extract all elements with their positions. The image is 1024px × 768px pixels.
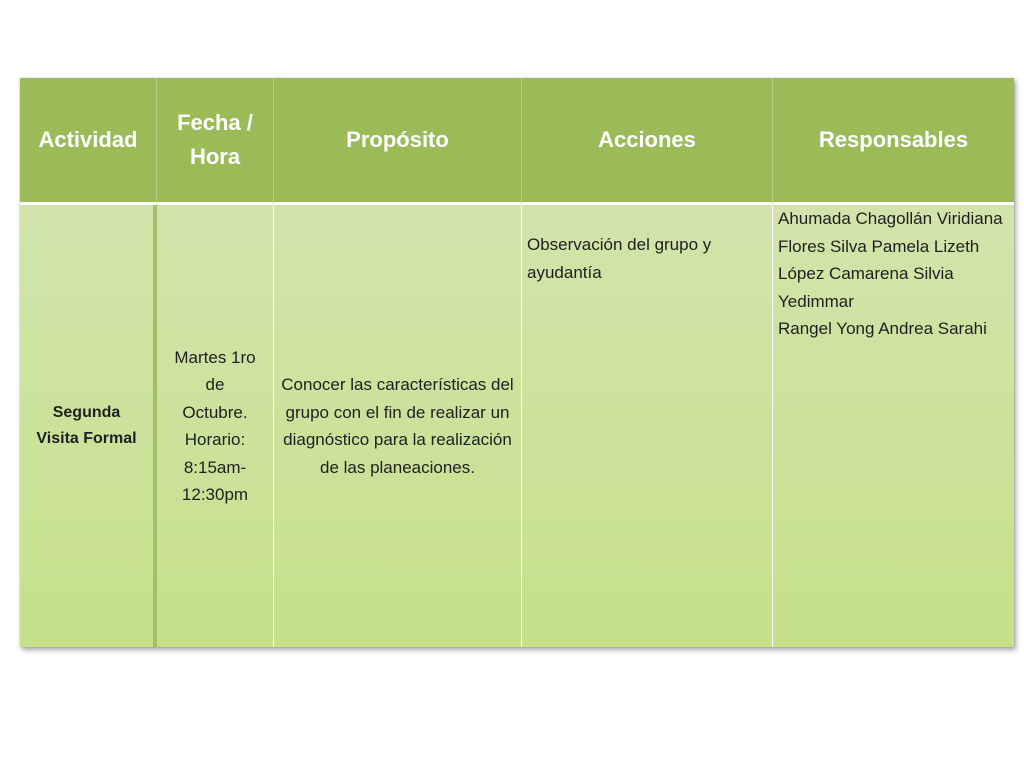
fecha-line: Horario: xyxy=(184,430,246,449)
actividad-line: Segunda xyxy=(52,404,121,421)
header-proposito: Propósito xyxy=(274,78,522,205)
table-row xyxy=(20,205,1014,647)
cell-proposito: Conocer las características del grupo con el fin de realizar un diagnóstico para la realización de las planeaciones. xyxy=(274,205,522,647)
cell-responsables xyxy=(773,205,1014,647)
actividad-line: Visita Formal xyxy=(36,430,137,447)
header-actividad: Actividad xyxy=(20,78,157,205)
header-acciones: Acciones xyxy=(522,78,773,205)
fecha-line: 12:30pm xyxy=(181,485,249,504)
cell-acciones: Observación del grupo y ayudantía xyxy=(522,205,773,647)
responsable-item: Rangel Yong Andrea Sarahi xyxy=(778,319,987,338)
cell-actividad xyxy=(20,205,157,647)
header-fecha-hora xyxy=(157,78,274,205)
fecha-line: Octubre. xyxy=(182,402,248,422)
fecha-line: de xyxy=(205,375,225,394)
cell-fecha-hora xyxy=(157,205,274,647)
fecha-line: 8:15am- xyxy=(183,457,247,477)
header-fecha-line: Fecha / xyxy=(177,110,253,135)
header-hora-line: Hora xyxy=(189,144,241,169)
responsable-item: Ahumada Chagollán Viridiana xyxy=(778,209,1003,228)
header-responsables: Responsables xyxy=(773,78,1014,205)
responsable-item: López Camarena Silvia Yedimmar xyxy=(778,264,954,311)
activity-table xyxy=(20,78,1014,647)
fecha-line: Martes 1ro xyxy=(174,347,256,367)
table-header-row xyxy=(20,78,1014,205)
responsable-item: Flores Silva Pamela Lizeth xyxy=(778,236,980,256)
